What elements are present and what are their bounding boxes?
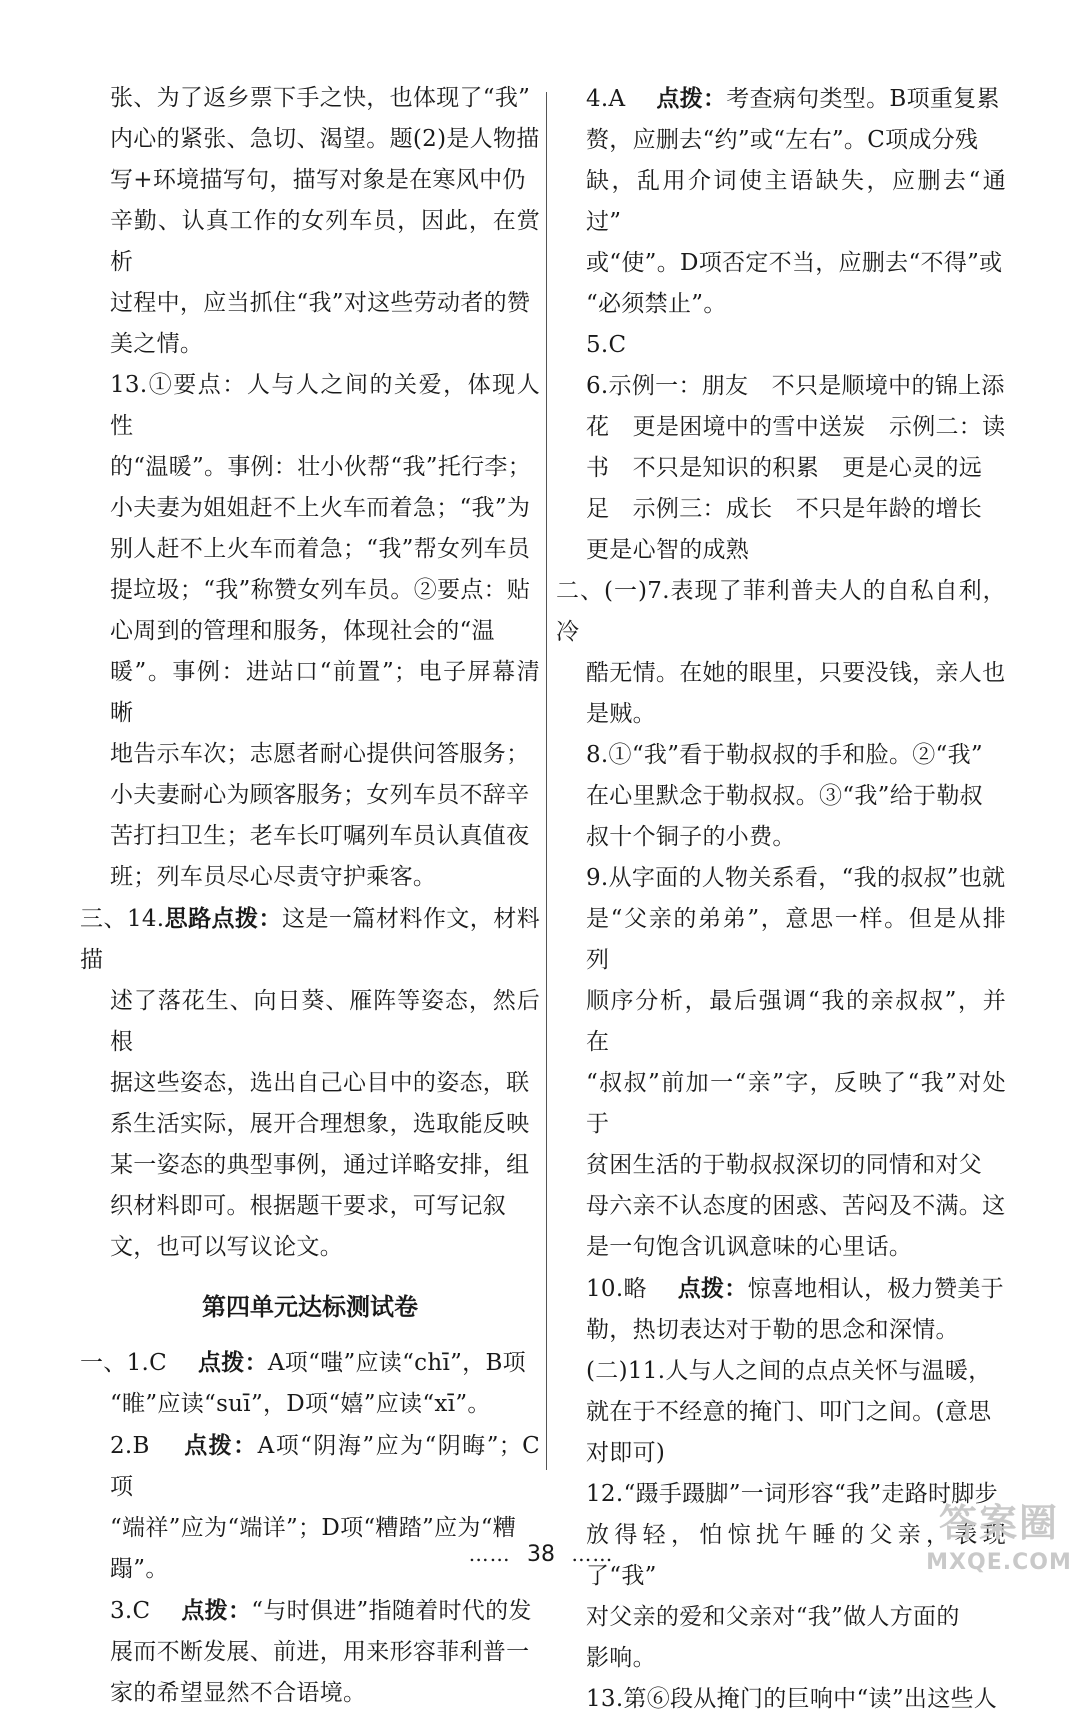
text-line: 内心的紧张、急切、渴望。题(2)是人物描 <box>110 126 540 152</box>
text-line: 顺序分析，最后强调“我的亲叔叔”，并在 <box>586 988 1006 1055</box>
section-heading: 第四单元达标测试卷 <box>202 1292 418 1321</box>
text-line: 展而不断发展、前进，用来形容菲利普一 <box>110 1639 530 1665</box>
text-line: 文，也可以写议论文。 <box>110 1234 343 1260</box>
text-line: 是一句饱含讥讽意味的心里话。 <box>586 1234 913 1260</box>
question-number: 一、1.C <box>80 1350 168 1376</box>
text-line: 是贼。 <box>586 701 656 727</box>
text-line: 别人赶不上火车而着急；“我”帮女列车员 <box>110 536 531 562</box>
text-line: 蹋”。 <box>110 1556 169 1582</box>
text-line: “睢”应读“suī”，D项“嬉”应读“xī”。 <box>110 1391 491 1417</box>
text-line: 班；列车员尽心尽责守护乘客。 <box>110 864 437 890</box>
text-line: (二)11.人与人之间的点点关怀与温暖， <box>586 1358 992 1384</box>
text-line: 过程中，应当抓住“我”对这些劳动者的赞 <box>110 290 531 316</box>
text-line: 写+环境描写句，描写对象是在寒风中仍 <box>110 167 526 193</box>
text-line: 美之情。 <box>110 331 204 357</box>
text-line: 或“使”。D项否定不当，应删去“不得”或 <box>586 250 1003 276</box>
page-number: 38 <box>527 1542 555 1567</box>
text-line: 的“温暖”。事例：壮小伙帮“我”托行李； <box>110 454 532 480</box>
text-line: 9.从字面的人物关系看，“我的叔叔”也就 <box>586 865 1006 891</box>
text-line: 暖”。事例：进站口“前置”；电子屏幕清晰 <box>110 659 540 726</box>
text-line: 影响。 <box>586 1645 656 1671</box>
text-line: 缺，乱用介词使主语缺失，应删去“通过” <box>586 168 1006 235</box>
hint-text: 考查病句类型。B项重复累 <box>726 86 1000 112</box>
page-footer <box>0 1540 1082 1569</box>
text-line: 述了落花生、向日葵、雁阵等姿态，然后根 <box>110 988 540 1055</box>
hint-label: 点拨： <box>181 1597 252 1624</box>
question-4-line <box>556 78 1006 120</box>
hint-label: 点拨： <box>656 85 727 112</box>
question-number: 2.B <box>110 1433 150 1459</box>
column-divider <box>546 92 547 1470</box>
hint-text: 惊喜地相认，极力赞美于 <box>747 1276 1004 1302</box>
text-line: 12.“蹑手蹑脚”一词形容“我”走路时脚步 <box>586 1481 998 1507</box>
text-line: “端祥”应为“端详”；D项“糟踏”应为“糟 <box>110 1515 517 1541</box>
footer-dots-right: …… <box>571 1542 614 1566</box>
text-line: 6.示例一：朋友 不只是顺境中的锦上添 <box>586 373 1005 399</box>
text-line: 13.第⑥段从掩门的巨响中“读”出这些人 <box>586 1686 998 1712</box>
text-line: 勒，热切表达对于勒的思念和深情。 <box>586 1317 959 1343</box>
left-column <box>80 78 540 1714</box>
text-line: 母六亲不认态度的困惑、苦闷及不满。这 <box>586 1193 1006 1219</box>
hint-text: “与时俱进”指随着时代的发 <box>251 1598 532 1624</box>
text-line: 贫困生活的于勒叔叔深切的同情和对父 <box>586 1152 983 1178</box>
text-line: 赘，应删去“约”或“左右”。C项成分残 <box>586 127 979 153</box>
text-line: 就在于不经意的掩门、叩门之间。(意思 <box>586 1399 992 1425</box>
text-line: 张、为了返乡票下手之快，也体现了“我” <box>110 85 531 111</box>
hint-label: 点拨： <box>184 1432 258 1459</box>
text-line: 苦打扫卫生；老车长叮嘱列车员认真值夜 <box>110 823 530 849</box>
hint-text: A项“嗤”应读“chī”，B项 <box>267 1350 526 1376</box>
text-line: 8.①“我”看于勒叔叔的手和脸。②“我” <box>586 742 983 768</box>
text-line: 据这些姿态，选出自己心目中的姿态，联 <box>110 1070 530 1096</box>
text-line: “必须禁止”。 <box>586 291 727 317</box>
hint-text: A项“阴海”应为“阴晦”；C项 <box>110 1433 540 1500</box>
question-3-line <box>80 1590 540 1632</box>
text-line: 在心里默念于勒叔叔。③“我”给于勒叔 <box>586 783 983 809</box>
text-line: 辛勤、认真工作的女列车员，因此，在赏析 <box>110 208 540 275</box>
question-number: 10.略 <box>586 1276 647 1302</box>
text-line: 二、(一)7.表现了菲利普夫人的自私自利，冷 <box>556 578 1006 645</box>
question-2-line <box>80 1425 540 1508</box>
text-line: 更是心智的成熟 <box>586 537 750 563</box>
text-line: 家的希望显然不合语境。 <box>110 1680 367 1706</box>
text-line: 5.C <box>586 332 627 358</box>
text-line: 花 更是困境中的雪中送炭 示例二：读 <box>586 414 1006 440</box>
hint-text: 这是一篇材料作文，材料描 <box>80 906 541 973</box>
question-number: 4.A <box>586 86 626 112</box>
text-line: 某一姿态的典型事例，通过详略安排，组 <box>110 1152 530 1178</box>
text-line: 放得轻，怕惊扰午睡的父亲，表现了“我” <box>586 1522 1006 1589</box>
text-line: 是“父亲的弟弟”，意思一样。但是从排列 <box>586 906 1006 973</box>
right-column <box>556 78 1006 1720</box>
watermark-logo-text: 答案圈 <box>938 1501 1059 1545</box>
question-14-line <box>80 898 540 981</box>
text-line: 小夫妻耐心为顾客服务；女列车员不辞辛 <box>110 782 530 808</box>
question-number: 3.C <box>110 1598 151 1624</box>
text-line: “叔叔”前加一“亲”字，反映了“我”对处于 <box>586 1070 1006 1137</box>
text-line: 13.①要点：人与人之间的关爱，体现人性 <box>110 372 540 439</box>
text-line: 书 不只是知识的积累 更是心灵的远 <box>586 455 983 481</box>
text-line: 地告示车次；志愿者耐心提供问答服务； <box>110 741 530 767</box>
text-line: 对即可) <box>586 1440 666 1466</box>
question-10-line <box>556 1268 1006 1310</box>
question-number: 三、14. <box>80 906 165 932</box>
text-line: 酷无情。在她的眼里，只要没钱，亲人也 <box>586 660 1006 686</box>
text-line: 对父亲的爱和父亲对“我”做人方面的 <box>586 1604 960 1630</box>
question-1-line <box>80 1342 540 1384</box>
watermark-logo <box>924 1498 1074 1594</box>
text-line: 心周到的管理和服务，体现社会的“温 <box>110 618 495 644</box>
watermark-site-text: MXQE.COM <box>926 1550 1072 1575</box>
text-line: 系生活实际，展开合理想象，选取能反映 <box>110 1111 530 1137</box>
text-line: 提垃圾；“我”称赞女列车员。②要点：贴 <box>110 577 531 603</box>
hint-label: 思路点拨： <box>164 905 282 932</box>
text-line: 织材料即可。根据题干要求，可写记叙 <box>110 1193 507 1219</box>
text-line: 小夫妻为姐姐赶不上火车而着急；“我”为 <box>110 495 531 521</box>
text-line: 足 示例三：成长 不只是年龄的增长 <box>586 496 983 522</box>
hint-label: 点拨： <box>677 1275 748 1302</box>
footer-dots-left: …… <box>468 1542 511 1566</box>
hint-label: 点拨： <box>197 1349 268 1376</box>
text-line: 叔十个铜子的小费。 <box>586 824 796 850</box>
